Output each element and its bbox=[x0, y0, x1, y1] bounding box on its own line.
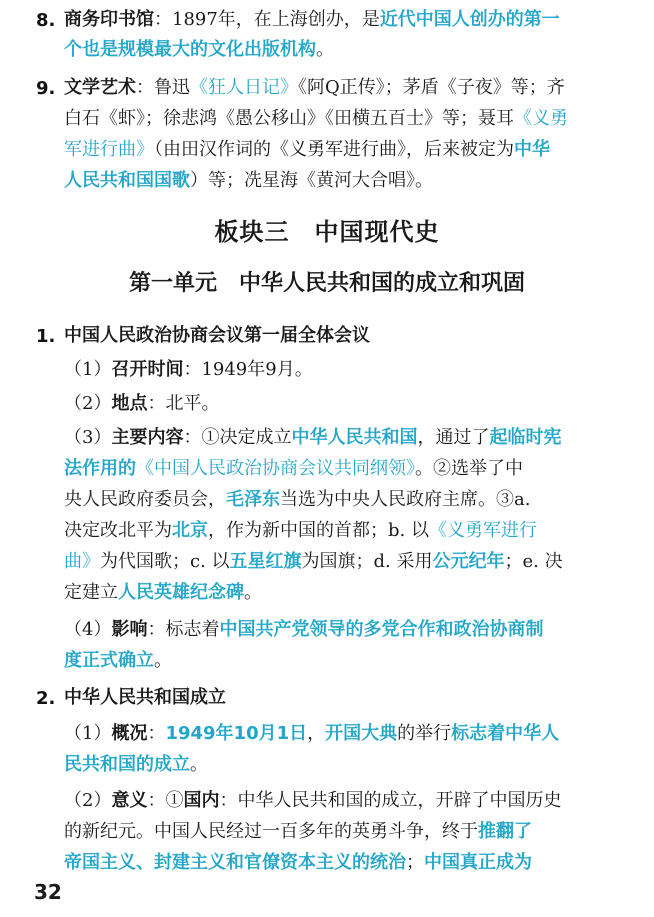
index: （1） bbox=[64, 723, 112, 744]
index: （2） bbox=[64, 790, 112, 811]
q1-p3-line-2 bbox=[64, 457, 624, 481]
text: ， bbox=[307, 723, 326, 744]
item-9-line-2 bbox=[64, 107, 624, 131]
item-text: ）等；冼星海《黄河大合唱》。 bbox=[190, 170, 433, 191]
highlight-text: 个也是规模最大的文化出版机构 bbox=[64, 39, 316, 60]
text: ：中华人民共和国的成立，开辟了中国历史 bbox=[219, 790, 562, 811]
highlight-text: 曲》 bbox=[64, 551, 100, 572]
text: ； bbox=[406, 852, 424, 873]
item-text: 1897年，在上海创办，是 bbox=[172, 9, 380, 30]
q1-p3-line-5 bbox=[64, 550, 624, 574]
text: 定建立 bbox=[64, 582, 118, 603]
highlight-text: 近代中国人创办的第一 bbox=[379, 9, 560, 30]
highlight-text: 公元纪年 bbox=[432, 551, 505, 572]
q2-title: 中华人民共和国成立 bbox=[64, 687, 226, 708]
text: 为代国歌；c. 以 bbox=[100, 551, 230, 572]
highlight-text: 法作用的 bbox=[64, 458, 136, 479]
text: ：① bbox=[147, 790, 184, 811]
label: 概况 bbox=[111, 723, 148, 744]
highlight-text: 中国真正成为 bbox=[424, 852, 532, 873]
item-number: 9. bbox=[36, 78, 56, 99]
text: 为国旗；d. 采用 bbox=[301, 551, 433, 572]
separator: ： bbox=[136, 77, 154, 98]
highlight-text: 推翻了 bbox=[478, 821, 532, 842]
item-number: 8. bbox=[36, 10, 56, 31]
highlight-text: 五星红旗 bbox=[229, 551, 302, 572]
label: 意义 bbox=[111, 790, 148, 811]
section-title: 板块三 中国现代史 bbox=[214, 218, 440, 246]
unit-title: 第一单元 中华人民共和国的成立和巩固 bbox=[128, 271, 525, 296]
label: 地点 bbox=[111, 393, 148, 414]
item-label: 文学艺术 bbox=[64, 77, 136, 98]
item-text: 白石《虾》；徐悲鸿《愚公移山》《田横五百士》等；聂耳 bbox=[64, 108, 514, 129]
text: 的举行 bbox=[397, 723, 452, 744]
text: 央人民政府委员会， bbox=[64, 489, 226, 510]
q1-p4-line-1 bbox=[64, 618, 624, 642]
item-8-line-1 bbox=[64, 8, 624, 32]
text: ：北平。 bbox=[147, 393, 220, 414]
index: （4） bbox=[64, 619, 112, 640]
text: 当选为中央人民政府主席。③a. bbox=[280, 489, 531, 510]
index: （3） bbox=[64, 427, 112, 448]
q1-p3-line-1 bbox=[64, 426, 624, 450]
q1-p3-line-3 bbox=[64, 488, 624, 512]
highlight-text: 起临时宪 bbox=[489, 427, 562, 448]
item-number: 2. bbox=[36, 688, 56, 709]
item-9-line-4 bbox=[64, 169, 624, 193]
highlight-text: 《义勇 bbox=[514, 108, 568, 129]
highlight-text: 民共和国的成立 bbox=[64, 754, 190, 775]
text: ：①决定成立 bbox=[183, 427, 292, 448]
separator: ： bbox=[154, 9, 172, 30]
highlight-text: 《中国人民政治协商会议共同纲领》 bbox=[136, 458, 415, 479]
label: 国内 bbox=[183, 790, 220, 811]
text: ；e. 决 bbox=[504, 551, 563, 572]
text: ：1949年9月。 bbox=[183, 359, 313, 380]
q1-p2 bbox=[64, 392, 624, 416]
label: 影响 bbox=[111, 619, 148, 640]
q2-p1-line-1 bbox=[64, 722, 624, 746]
text: ，作为新中国的首都；b. 以 bbox=[208, 520, 429, 541]
text: 。 bbox=[244, 582, 262, 603]
q2-p2-line-2 bbox=[64, 820, 624, 844]
item-label: 商务印书馆 bbox=[64, 9, 154, 30]
q1-title: 中国人民政治协商会议第一届全体会议 bbox=[64, 325, 370, 346]
text: 决定改北平为 bbox=[64, 520, 172, 541]
text: 。②选举了中 bbox=[415, 458, 523, 479]
q2-p1-line-2 bbox=[64, 753, 624, 777]
highlight-text: 毛泽东 bbox=[226, 489, 280, 510]
q1-p3-line-4 bbox=[64, 519, 624, 543]
text: 。 bbox=[190, 754, 208, 775]
item-8-line-2 bbox=[64, 38, 624, 62]
q1-p3-line-6 bbox=[64, 581, 624, 605]
label: 召开时间 bbox=[111, 359, 184, 380]
highlight-text: 军进行曲》 bbox=[64, 139, 154, 160]
text: ： bbox=[147, 723, 166, 744]
highlight-text: 标志着中华人 bbox=[451, 723, 560, 744]
index: （1） bbox=[64, 359, 112, 380]
index: （2） bbox=[64, 393, 112, 414]
highlight-text: 度正式确立 bbox=[64, 650, 154, 671]
item-text: 《阿Q正传》；茅盾《子夜》等；齐 bbox=[298, 77, 565, 98]
item-9-line-1 bbox=[64, 76, 624, 100]
text: 。 bbox=[154, 650, 172, 671]
highlight-text: 人民英雄纪念碑 bbox=[118, 582, 244, 603]
highlight-text: 开国大典 bbox=[325, 723, 398, 744]
highlight-text: 《义勇军进行 bbox=[428, 520, 537, 541]
item-number: 1. bbox=[36, 326, 56, 347]
highlight-text: 《狂人日记》 bbox=[190, 77, 298, 98]
label: 主要内容 bbox=[111, 427, 184, 448]
highlight-text: 北京 bbox=[172, 520, 208, 541]
text: 的新纪元。中国人民经过一百多年的英勇斗争，终于 bbox=[64, 821, 478, 842]
text: ，通过了 bbox=[417, 427, 490, 448]
item-text: 。 bbox=[316, 39, 334, 60]
q2-p2-line-1 bbox=[64, 789, 624, 813]
text: ：标志着 bbox=[147, 619, 220, 640]
highlight-text: 人民共和国国歌 bbox=[64, 170, 190, 191]
highlight-text: 1949年10月1日 bbox=[165, 723, 308, 744]
item-text: 鲁迅 bbox=[154, 77, 190, 98]
q1-p1 bbox=[64, 358, 624, 382]
q2-p2-line-3 bbox=[64, 851, 624, 875]
highlight-text: 中国共产党领导的多党合作和政治协商制 bbox=[219, 619, 544, 640]
page-number: 32 bbox=[34, 880, 62, 904]
highlight-text: 中华 bbox=[514, 139, 550, 160]
item-9-line-3 bbox=[64, 138, 624, 162]
highlight-text: 帝国主义、封建主义和官僚资本主义的统治 bbox=[64, 852, 406, 873]
q1-p4-line-2 bbox=[64, 649, 624, 673]
highlight-text: 中华人民共和国 bbox=[291, 427, 418, 448]
item-text: （由田汉作词的《义勇军进行曲》，后来被定为 bbox=[154, 139, 514, 160]
